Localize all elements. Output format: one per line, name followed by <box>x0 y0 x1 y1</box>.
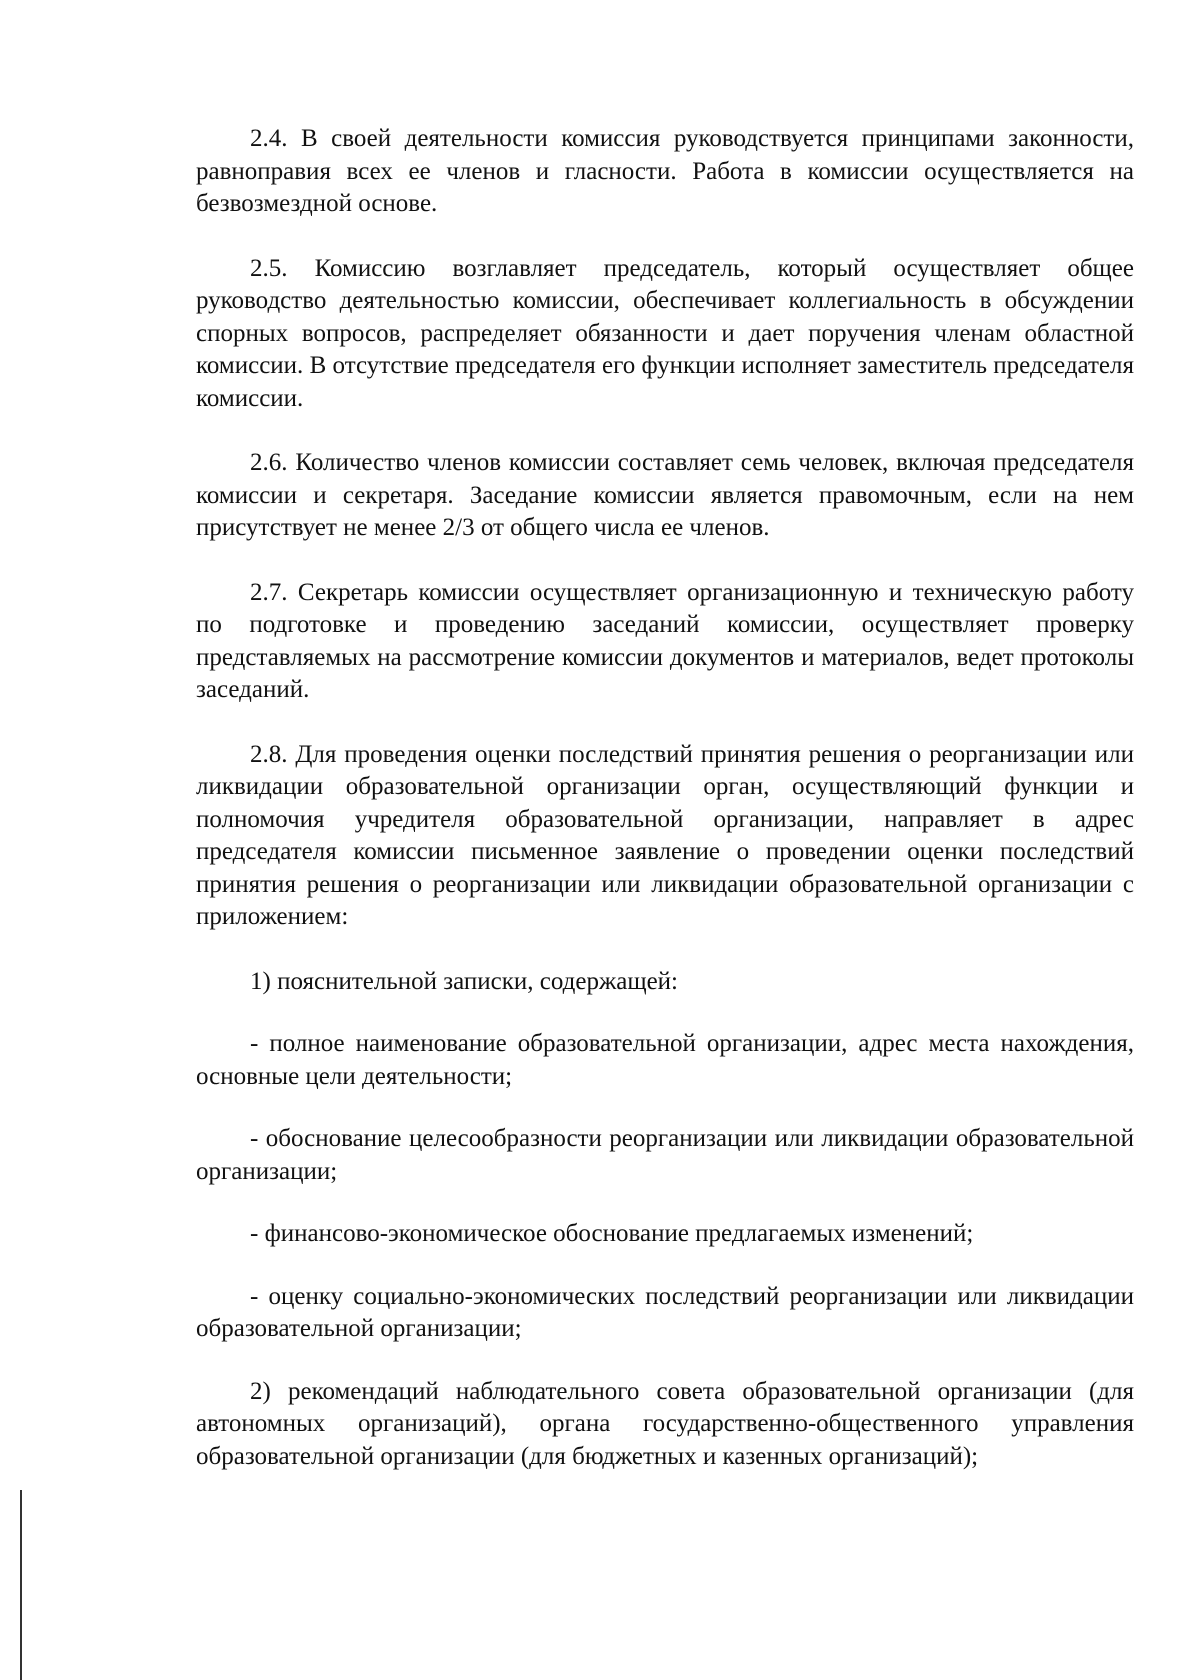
paragraph-2-5: 2.5. Комиссию возглавляет председатель, который осуществляет общее руководство деятельностью комиссии, обеспечивает коллегиальность в обсуждении спорных вопросов, распределяет обязанности и дает поручения членам областной комиссии. В отсутствие председателя его функции исполняет заместитель председателя комиссии. <box>196 254 1134 412</box>
list-item-2: 2) рекомендаций наблюдательного совета образовательной организации (для автономных организаций), органа государственно-общественного управления образовательной организации (для бюджетных и казенных организаций); <box>196 1377 1134 1470</box>
dash-item-justification: - обоснование целесообразности реорганизации или ликвидации образовательной организации; <box>196 1125 1134 1185</box>
scan-edge-line <box>20 1490 22 1680</box>
paragraph-2-7: 2.7. Секретарь комиссии осуществляет организационную и техническую работу по подготовке и проведению заседаний комиссии, осуществляет проверку представляемых на рассмотрение комиссии документов и материалов, ведет протоколы заседаний. <box>196 578 1134 703</box>
dash-item-social-economic: - оценку социально-экономических последствий реорганизации или ликвидации образовательной организации; <box>196 1282 1134 1342</box>
dash-item-financial: - финансово-экономическое обоснование предлагаемых изменений; <box>250 1220 974 1247</box>
paragraph-2-6: 2.6. Количество членов комиссии составляет семь человек, включая председателя комиссии и секретаря. Заседание комиссии является правомочным, если на нем присутствует не менее 2/3 от общего числа ее членов. <box>196 449 1134 541</box>
dash-item-full-name: - полное наименование образовательной организации, адрес места нахождения, основные цели деятельности; <box>196 1030 1134 1090</box>
paragraph-2-8: 2.8. Для проведения оценки последствий принятия решения о реорганизации или ликвидации образовательной организации орган, осуществляющий функции и полномочия учредителя образовательной организации, направляет в адрес председателя комиссии письменное заявление о проведении оценки последствий принятия решения о реорганизации или ликвидации образовательной организации с приложением: <box>196 740 1134 930</box>
list-item-1: 1) пояснительной записки, содержащей: <box>250 967 678 995</box>
document-body <box>196 123 1134 1503</box>
paragraph-2-4: 2.4. В своей деятельности комиссия руководствуется принципами законности, равноправия всех ее членов и гласности. Работа в комиссии осуществляется на безвозмездной основе. <box>196 125 1134 217</box>
